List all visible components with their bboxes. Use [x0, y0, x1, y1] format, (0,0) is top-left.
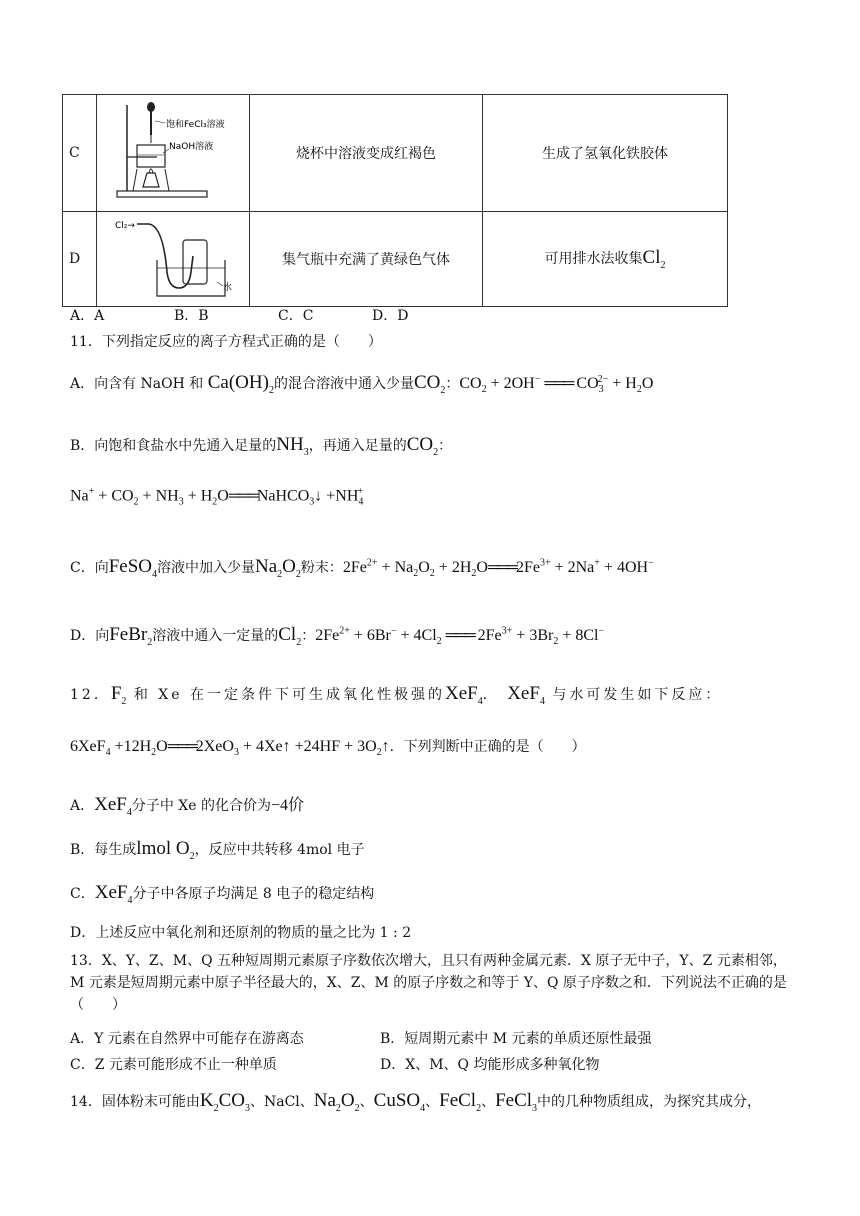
q12-a-value: −4价	[271, 797, 305, 814]
q11-b-text2: ，再通入足量的	[308, 438, 407, 454]
q12-equation-line	[70, 736, 586, 758]
q12-option-a[interactable]	[70, 792, 304, 818]
q13-stem: 13．X、Y、Z、M、Q 五种短周期元素原子序数依次增大，且只有两种金属元素．X 原子无中子，Y、Z 元素相邻，M 元素是短周期元素中原子半径最大的，X、Z、M 的原子序数之和等于 Y、Q 原子序数之和．下列说法不正确的是（ ）	[70, 953, 787, 1013]
phenomenon-c: 烧杯中溶液变成红褐色	[250, 95, 483, 212]
formula-cl2: $Cl_2$	[278, 624, 302, 648]
q11-stem: 11．下列指定反应的离子方程式正确的是（ ）	[70, 334, 382, 350]
q13-options-row2	[70, 1054, 599, 1074]
label-water: 水	[223, 283, 233, 293]
formula-nh3: $NH_3$	[276, 434, 309, 458]
row-letter: C	[63, 95, 97, 212]
formula-co2-b: $CO_2$	[406, 434, 439, 458]
q12-a-pre: A．	[70, 798, 95, 814]
formula-f2: $F_2$	[110, 683, 127, 707]
q12-stem	[70, 683, 722, 707]
label-cl2-inlet: Cl₂→	[115, 221, 135, 231]
conclusion-d	[483, 212, 728, 307]
q11-option-c[interactable]	[70, 556, 654, 580]
apparatus-image-d	[97, 212, 250, 307]
cl2-water-collection-icon	[97, 212, 247, 302]
option-c[interactable]: C．C	[278, 308, 314, 324]
q11-b-text1: B．向饱和食盐水中先通入足量的	[70, 438, 277, 454]
experiment-table	[62, 94, 728, 307]
formula-febr2: FeBr$_2$	[109, 624, 153, 648]
label-naoh-solution: NaOH溶液	[169, 142, 214, 152]
row-letter: D	[63, 212, 97, 307]
formula-na2o2-b: $Na_2O_2$	[313, 1090, 360, 1114]
formula-cuso4: CuSO$_4$	[373, 1090, 426, 1114]
q13-option-b[interactable]: B．短周期元素中 M 元素的单质还原性最强	[380, 1031, 652, 1047]
q12-option-d[interactable]: D．上述反应中氧化剂和还原剂的物质的量之比为 1 : 2	[70, 925, 412, 941]
q11-option-b[interactable]: B．向饱和食盐水中先通入足量的$NH_3$，再通入足量的$CO_2$：	[70, 434, 453, 458]
q13-option-c[interactable]: C．Z 元素可能形成不止一种单质	[70, 1057, 277, 1073]
formula-xef4-b: XeF$_4$	[507, 683, 545, 707]
formula-na2o2: $Na_2O_2$	[255, 556, 301, 580]
q11-a-text2: 的混合溶液中通入少量	[273, 376, 414, 392]
equation-b: $Na^+ + CO_2 + NH_3$ + $H_2O═══NaHCO_3↓ +NH_4^+$	[70, 486, 364, 508]
option-a[interactable]: A．A	[70, 308, 105, 324]
phenomenon-d: 集气瓶中充满了黄绿色气体	[250, 212, 483, 307]
formula-xef4: XeF$_4$	[445, 683, 483, 707]
formula-1mol-o2: lmol $O_2$	[136, 838, 195, 862]
q11-c-text3: 粉末：	[300, 560, 343, 576]
q11-c-text1: C．向	[70, 560, 109, 576]
q11-d-text1: D．向	[70, 628, 110, 644]
q12-stem-mid1: 和 Xe 在一定条件下可生成氧化性极强的	[133, 687, 446, 703]
cl2-symbol: Cl	[642, 247, 661, 269]
q14-post: 中的几种物质组成，为探究其成分，	[537, 1094, 762, 1110]
q11-a-text1: A．向含有 NaOH 和	[70, 376, 204, 392]
equation-c: $2Fe^{2+} + Na_2O_2$ + $2H_2O═══2Fe^{3+} + 2Na^+ + 4OH^-$	[342, 557, 654, 580]
q12-c-post: 分子中各原子均满足 8 电子的稳定结构	[132, 886, 375, 902]
q12-c-pre: C．	[70, 886, 95, 902]
formula-caoh2: $Ca(OH)_2$	[207, 372, 274, 396]
q11-option-a[interactable]: A．向含有 NaOH 和 $Ca(OH)_2$的混合溶液中通入少量$CO_2$：$CO_2 + 2OH^-$ ═══ $CO_3^{2-} + H_2O$	[70, 372, 654, 396]
equation-xef4: $6XeF_4 +12H_2O═══2XeO_3$ + 4Xe↑ $+24HF + 3O_2↑$	[70, 738, 390, 759]
q10-options	[70, 305, 408, 325]
formula-xef4-a: XeF$_4$	[94, 794, 132, 818]
q11-option-d[interactable]: D．向FeBr$_2$溶液中通入一定量的$Cl_2$：$2Fe^{2+} + 6Br^- + 4Cl_2$ ═══ $2Fe^{3+} + 3Br_2 + 8Cl^-$	[70, 624, 605, 648]
formula-k2co3: $K_2CO_3$	[199, 1090, 250, 1114]
ferric-colloid-apparatus-icon	[97, 95, 247, 207]
formula-fecl3: FeCl$_3$	[495, 1090, 538, 1114]
option-d[interactable]: D．D	[372, 308, 409, 324]
q12-b-pre: B．每生成	[70, 842, 137, 858]
q12-number: 12．	[70, 687, 111, 703]
formula-fecl2: FeCl$_2$	[439, 1090, 482, 1114]
apparatus-image-c	[97, 95, 250, 212]
equation-a: $CO_2 + 2OH^-$ ═══ $CO_3^{2-} + H_2O$	[459, 373, 654, 396]
q11-c-text2: 溶液中加入少量	[157, 560, 256, 576]
formula-co2: $CO_2$	[413, 372, 446, 396]
q13-options-row1	[70, 1028, 652, 1048]
option-b[interactable]: B．B	[174, 308, 209, 324]
label-fecl3-solution: 饱和FeCl₃溶液	[166, 120, 225, 130]
q12-b-post: ，反应中共转移 4mol 电子	[194, 842, 365, 858]
q12-stem-mid2: ．	[482, 687, 500, 703]
conclusion-c: 生成了氢氧化铁胶体	[483, 95, 728, 212]
q12-after-eq: ．下列判断中正确的是（ ）	[389, 739, 586, 755]
conclusion-d-text: 可用排水法收集	[544, 251, 643, 268]
q13-option-a[interactable]: A．Y 元素在自然界中可能存在游离态	[70, 1031, 304, 1047]
formula-xef4-c: XeF$_4$	[94, 882, 133, 906]
equation-d: $2Fe^{2+} + 6Br^- + 4Cl_2$ ═══ $2Fe^{3+} + 3Br_2 + 8Cl^-$	[315, 625, 605, 648]
formula-feso4: FeSO$_4$	[108, 556, 158, 580]
q12-option-c[interactable]	[70, 882, 374, 906]
q12-stem-end: 与水可发生如下反应：	[552, 687, 723, 703]
q12-a-post: 分子中 Xe 的化合价为	[131, 798, 272, 814]
table-row	[63, 212, 728, 307]
q13-option-d[interactable]: D．X、M、Q 均能形成多种氧化物	[380, 1057, 600, 1073]
table-row	[63, 95, 728, 212]
q14-pre: 14．固体粉末可能由	[70, 1094, 200, 1110]
q12-option-b[interactable]	[70, 838, 365, 862]
q11-d-text2: 溶液中通入一定量的	[152, 628, 279, 644]
q14-stem: 14．固体粉末可能由$K_2CO_3$、NaCl、$Na_2O_2$、CuSO$_4$、FeCl$_2$、FeCl$_3$中的几种物质组成，为探究其成分，	[70, 1090, 762, 1114]
cl2-formula: $Cl_2$	[642, 247, 666, 271]
